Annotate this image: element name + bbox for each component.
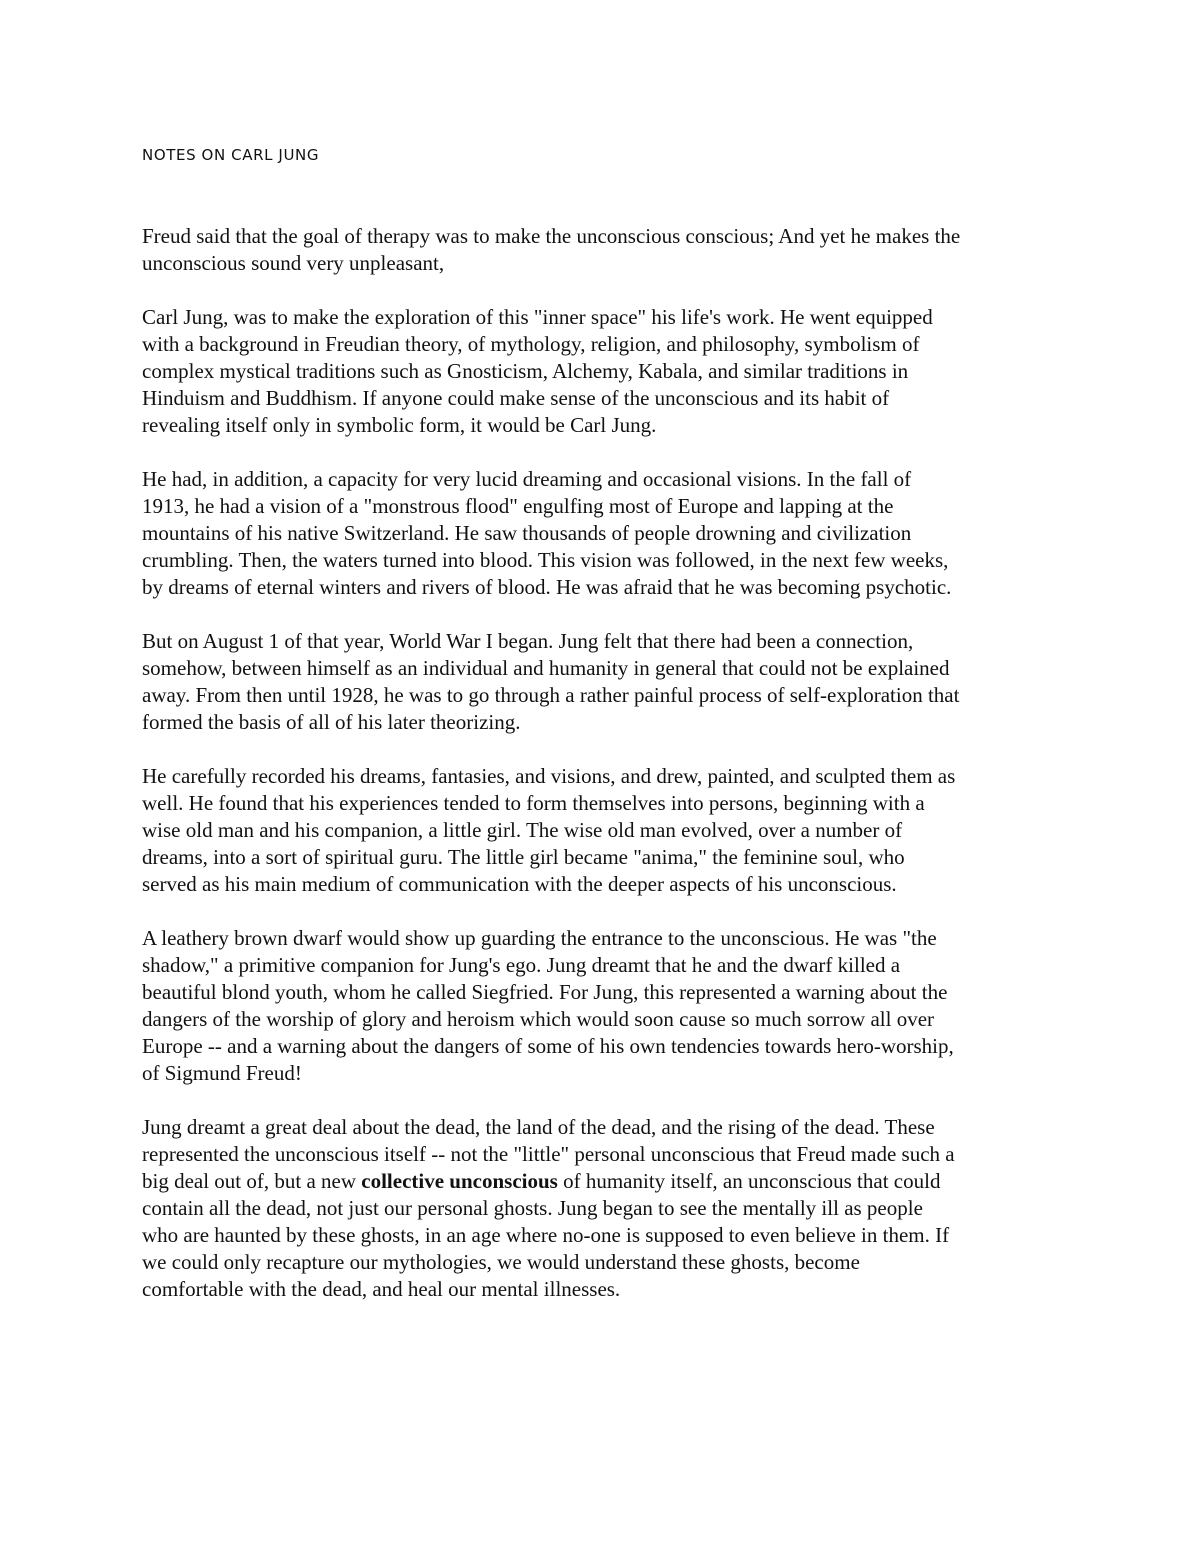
text-line: Jung dreamt a great deal about the dead, the land of the dead, and the rising of the dead. These bbox=[142, 1115, 935, 1139]
text-segment: of humanity itself, an unconscious that could bbox=[557, 1169, 941, 1193]
text-line: complex mystical traditions such as Gnosticism, Alchemy, Kabala, and similar traditions in bbox=[142, 359, 909, 383]
text-line-with-emphasis bbox=[142, 1168, 1067, 1195]
text-line: Carl Jung, was to make the exploration of this "inner space" his life's work. He went equipped bbox=[142, 305, 933, 329]
text-line: dangers of the worship of glory and heroism which would soon cause so much sorrow all over bbox=[142, 1007, 935, 1031]
document-body bbox=[142, 223, 1067, 1330]
text-line: comfortable with the dead, and heal our mental illnesses. bbox=[142, 1277, 621, 1301]
text-line: of Sigmund Freud! bbox=[142, 1061, 302, 1085]
paragraph-anima bbox=[142, 763, 1067, 898]
document-title: NOTES ON CARL JUNG bbox=[142, 146, 320, 164]
text-line: well. He found that his experiences tended to form themselves into persons, beginning with a bbox=[142, 791, 925, 815]
text-line: somehow, between himself as an individual and humanity in general that could not be explained bbox=[142, 656, 950, 680]
text-line: shadow," a primitive companion for Jung's ego. Jung dreamt that he and the dwarf killed a bbox=[142, 953, 901, 977]
text-line: He carefully recorded his dreams, fantasies, and visions, and drew, painted, and sculpted them as bbox=[142, 764, 956, 788]
text-line: with a background in Freudian theory, of mythology, religion, and philosophy, symbolism of bbox=[142, 332, 920, 356]
text-line: wise old man and his companion, a little girl. The wise old man evolved, over a number of bbox=[142, 818, 903, 842]
text-line: away. From then until 1928, he was to go through a rather painful process of self-exploration that bbox=[142, 683, 960, 707]
text-line: Freud said that the goal of therapy was to make the unconscious conscious; And yet he makes the bbox=[142, 224, 961, 248]
text-line: contain all the dead, not just our personal ghosts. Jung began to see the mentally ill as people bbox=[142, 1196, 923, 1220]
emphasis-collective-unconscious: collective unconscious bbox=[361, 1169, 558, 1193]
text-line: by dreams of eternal winters and rivers of blood. He was afraid that he was becoming psychotic. bbox=[142, 575, 952, 599]
text-line: beautiful blond youth, whom he called Siegfried. For Jung, this represented a warning about the bbox=[142, 980, 948, 1004]
paragraph-shadow bbox=[142, 925, 1067, 1087]
text-line: represented the unconscious itself -- not the "little" personal unconscious that Freud made such a bbox=[142, 1142, 955, 1166]
text-line: who are haunted by these ghosts, in an age where no-one is supposed to even believe in them. If bbox=[142, 1223, 950, 1247]
text-line: crumbling. Then, the waters turned into blood. This vision was followed, in the next few weeks, bbox=[142, 548, 949, 572]
text-line: He had, in addition, a capacity for very lucid dreaming and occasional visions. In the fall of bbox=[142, 467, 912, 491]
text-line: 1913, he had a vision of a "monstrous flood" engulfing most of Europe and lapping at the bbox=[142, 494, 894, 518]
text-line: we could only recapture our mythologies, we would understand these ghosts, become bbox=[142, 1250, 860, 1274]
text-line: Hinduism and Buddhism. If anyone could make sense of the unconscious and its habit of bbox=[142, 386, 890, 410]
text-line: served as his main medium of communication with the deeper aspects of his unconscious. bbox=[142, 872, 897, 896]
text-line: Europe -- and a warning about the dangers of some of his own tendencies towards hero-worship, bbox=[142, 1034, 954, 1058]
text-line: A leathery brown dwarf would show up guarding the entrance to the unconscious. He was "the bbox=[142, 926, 937, 950]
text-segment: big deal out of, but a new bbox=[142, 1169, 362, 1193]
paragraph-freud-goal bbox=[142, 223, 1067, 277]
text-line: But on August 1 of that year, World War I began. Jung felt that there had been a connection, bbox=[142, 629, 914, 653]
text-line: dreams, into a sort of spiritual guru. The little girl became "anima," the feminine soul, who bbox=[142, 845, 905, 869]
text-line: revealing itself only in symbolic form, it would be Carl Jung. bbox=[142, 413, 657, 437]
paragraph-visions bbox=[142, 466, 1067, 601]
paragraph-inner-space bbox=[142, 304, 1067, 439]
text-line: unconscious sound very unpleasant, bbox=[142, 251, 445, 275]
text-line: formed the basis of all of his later theorizing. bbox=[142, 710, 521, 734]
text-line: mountains of his native Switzerland. He saw thousands of people drowning and civilization bbox=[142, 521, 912, 545]
paragraph-world-war bbox=[142, 628, 1067, 736]
paragraph-collective-unconscious bbox=[142, 1114, 1067, 1303]
